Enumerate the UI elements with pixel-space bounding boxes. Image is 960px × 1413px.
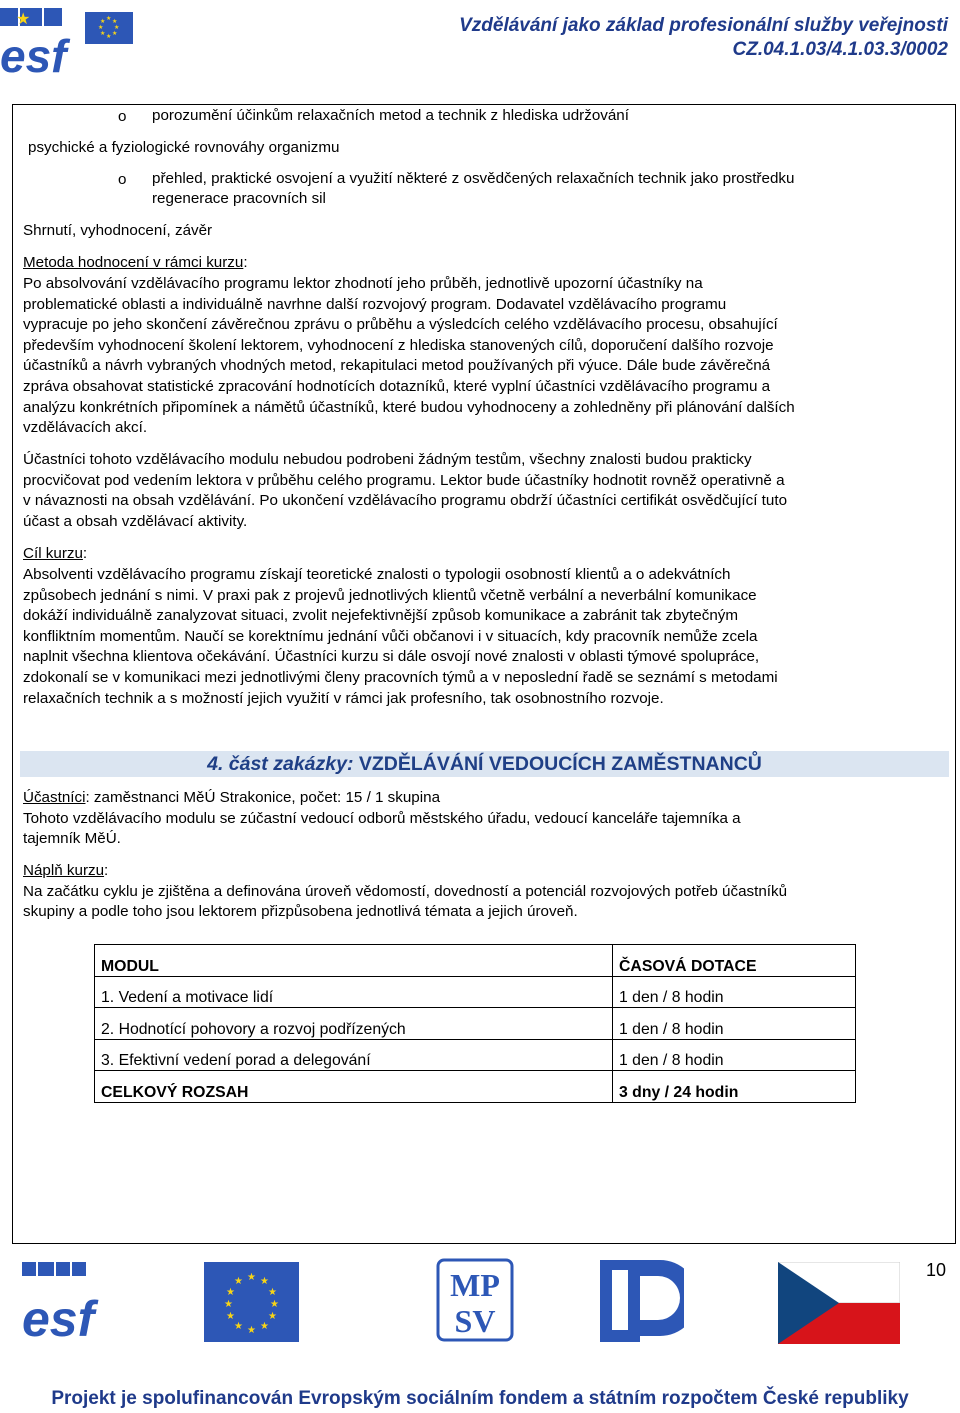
svg-text:★: ★ <box>234 1321 243 1332</box>
bullet-2-cont: regenerace pracovních sil <box>152 190 326 207</box>
mpsv-logo <box>436 1258 514 1347</box>
evaluation-line: Po absolvování vzdělávacího programu lektor zhodnotí jeho průběh, jednotlivě upozorní účastníky na <box>23 275 703 292</box>
summary-line: Shrnutí, vyhodnocení, závěr <box>23 222 213 239</box>
evaluation-label: Metoda hodnocení v rámci kurzu <box>23 254 244 271</box>
esf-logo <box>22 1262 114 1345</box>
czech-flag-icon <box>778 1262 900 1349</box>
goal-label: Cíl kurzu <box>23 545 83 562</box>
evaluation-line: zpráva obsahovat statistické zpracování hodnotících dotazníků, které vyplní účastníci vzdělávacího programu a <box>23 378 771 395</box>
esf-footer-wordmark: esf <box>22 1291 95 1340</box>
goal-line: konfliktním momentům. Naučí se korektnímu jednání vůči občanovi i v situacích, kdy pracovník nemůže zcela <box>23 627 758 645</box>
evaluation-line: účastníků a návrh vybraných vhodných metod, rekapitulaci metod používaných při výuce. Dále bude závěrečná <box>23 357 771 375</box>
evaluation-colon: : <box>243 254 248 271</box>
section-heading <box>20 751 949 777</box>
header-title-line1: Vzdělávání jako základ profesionální služby veřejnosti <box>459 15 948 36</box>
section-prefix: 4. část zakázky: <box>207 753 354 775</box>
evaluation-line: především vyhodnocení školení lektorem, vyhodnocení z hlediska stanovených cílů, doporučení dalšího rozvoje <box>23 336 774 354</box>
goal-line: relaxačních technik a s možností jejich využití v rámci jak profesního, tak osobnostního rozvoje. <box>23 689 664 707</box>
participants-value: : zaměstnanci MěÚ Strakonice, počet: 15 / 1 skupina <box>85 789 441 806</box>
table-cell-module: 1. Vedení a motivace lidí <box>95 976 613 1008</box>
svg-text:★: ★ <box>114 24 120 31</box>
svg-text:★: ★ <box>226 1311 235 1322</box>
svg-text:★: ★ <box>226 1287 235 1298</box>
svg-text:★: ★ <box>234 1276 243 1287</box>
svg-text:★: ★ <box>268 1311 277 1322</box>
table-cell-time: 1 den / 8 hodin <box>613 976 856 1008</box>
table-total-value: 3 dny / 24 hodin <box>613 1071 856 1103</box>
header-title <box>459 14 948 62</box>
goal-line: naplnit všechna klientova očekávání. Účastníci kurzu si dále osvojí nové znalosti v oblasti týmové spolupráce, <box>23 648 760 666</box>
section-title-text: VZDĚLÁVÁNÍ VEDOUCÍCH ZAMĚSTNANCŮ <box>353 753 762 775</box>
svg-text:★: ★ <box>100 18 106 25</box>
svg-text:★: ★ <box>106 15 112 22</box>
bullet-2-text: přehled, praktické osvojení a využití některé z osvědčených relaxačních technik jako prostředku <box>152 170 795 187</box>
svg-text:★: ★ <box>112 18 118 25</box>
table-cell-time: 1 den / 8 hodin <box>613 1008 856 1040</box>
table-cell-time: 1 den / 8 hodin <box>613 1039 856 1071</box>
table-row <box>95 1039 856 1071</box>
participants-line: tajemník MěÚ. <box>23 830 121 848</box>
table-cell-module: 3. Efektivní vedení porad a delegování <box>95 1039 613 1071</box>
table-total-row <box>95 1071 856 1103</box>
table-cell-module: 2. Hodnotící pohovory a rozvoj podřízených <box>95 1008 613 1040</box>
content-label: Náplň kurzu <box>23 862 105 879</box>
svg-text:★: ★ <box>106 33 112 40</box>
oplzz-logo-icon <box>600 1260 684 1347</box>
svg-text:★: ★ <box>247 1272 256 1283</box>
assessment-line: procvičovat pod vedením lektora v průběhu celého programu. Lektor bude účastníky hodnotit rovněž operativně a <box>23 471 785 489</box>
table-header-module: MODUL <box>95 945 613 977</box>
table-header-row <box>95 945 856 977</box>
svg-text:★: ★ <box>247 1325 256 1336</box>
participants-heading <box>23 788 440 809</box>
table-header-time: ČASOVÁ DOTACE <box>613 945 856 977</box>
mpsv-logo-bottom: SV <box>454 1303 496 1339</box>
page-number: 10 <box>925 1260 946 1280</box>
goal-line: dokáží individuálně zanalyzovat situaci, zvolit nejefektivnější způsob komunikace a zabránit tak zbytečným <box>23 607 739 625</box>
content-heading <box>23 861 108 882</box>
svg-text:★: ★ <box>270 1299 279 1310</box>
bullet-marker: o <box>118 108 127 125</box>
evaluation-line: vzdělávacích akcí. <box>23 419 148 437</box>
assessment-line: v návaznosti na obsah vzdělávání. Po ukončení vzdělávacího programu obdrží účastníci certifikát osvědčující tuto <box>23 492 788 510</box>
footer-text: Projekt je spolufinancován Evropským sociálním fondem a státním rozpočtem České republiky <box>51 1388 909 1409</box>
table-total-label: CELKOVÝ ROZSAH <box>95 1071 613 1103</box>
module-table <box>94 944 856 1103</box>
evaluation-line: problematické oblasti a individuálně navrhne další rozvojový program. Dodavatel vzdělávacího programu <box>23 295 727 313</box>
table-row <box>95 976 856 1008</box>
evaluation-heading <box>23 253 248 274</box>
svg-text:★: ★ <box>260 1321 269 1332</box>
eu-flag-icon <box>204 1262 299 1347</box>
goal-line: způsobech jednání s nimi. V praxi pak z projevů jednotlivých klientů včetně verbální a neverbální komunikace <box>23 586 757 604</box>
content-line: skupiny a podle toho jsou lektorem přizpůsobena jednotlivá témata a jejich úroveň. <box>23 903 578 921</box>
bullet-1-text: porozumění účinkům relaxačních metod a technik z hlediska udržování <box>152 107 629 124</box>
participants-line: Tohoto vzdělávacího modulu se zúčastní vedoucí odborů městského úřadu, vedoucí kanceláře tajemníka a <box>23 809 741 827</box>
mpsv-logo-top: MP <box>450 1267 500 1303</box>
goal-colon: : <box>82 545 88 562</box>
esf-eu-logo <box>0 4 135 76</box>
svg-text:★: ★ <box>112 30 118 37</box>
content-line: Na začátku cyklu je zjištěna a definována úroveň vědomostí, dovedností a potenciál rozvojových potřeb účastníků <box>23 882 788 900</box>
content-colon: : <box>104 862 109 879</box>
assessment-line: účast a obsah vzdělávací aktivity. <box>23 512 248 530</box>
evaluation-line: vypracuje po jeho skončení závěrečnou zprávu o průběhu a výsledcích celého vzdělávacího procesu, obsahující <box>23 316 778 334</box>
assessment-line: Účastníci tohoto vzdělávacího modulu nebudou podrobeni žádným testům, všechny znalosti budou prakticky <box>23 451 752 468</box>
evaluation-line: analýzu konkrétních připomínek a námětů účastníků, které budou vyhodnoceny a zohledněny při plánování dalších <box>23 398 795 416</box>
goal-line: Absolventi vzdělávacího programu získají teoretické znalosti o typologii osobností klientů a o adekvátních <box>23 566 731 583</box>
svg-text:★: ★ <box>268 1287 277 1298</box>
table-row <box>95 1008 856 1040</box>
bullet-1-wrap: psychické a fyziologické rovnováhy organizmu <box>28 139 340 156</box>
svg-text:★: ★ <box>260 1276 269 1287</box>
participants-label: Účastníci <box>23 789 86 806</box>
svg-text:★: ★ <box>100 30 106 37</box>
bullet-marker: o <box>118 171 127 188</box>
svg-text:★: ★ <box>224 1299 233 1310</box>
esf-wordmark: esf <box>0 30 67 76</box>
goal-line: zdokonalí se v komunikaci mezi jednotlivými členy pracovních týmů a v neposlední řadě se seznámí s metodami <box>23 669 778 686</box>
svg-text:★: ★ <box>16 11 31 28</box>
svg-text:★: ★ <box>98 24 104 31</box>
header-title-line2: CZ.04.1.03/4.1.03.3/0002 <box>732 39 948 60</box>
goal-heading <box>23 544 87 565</box>
